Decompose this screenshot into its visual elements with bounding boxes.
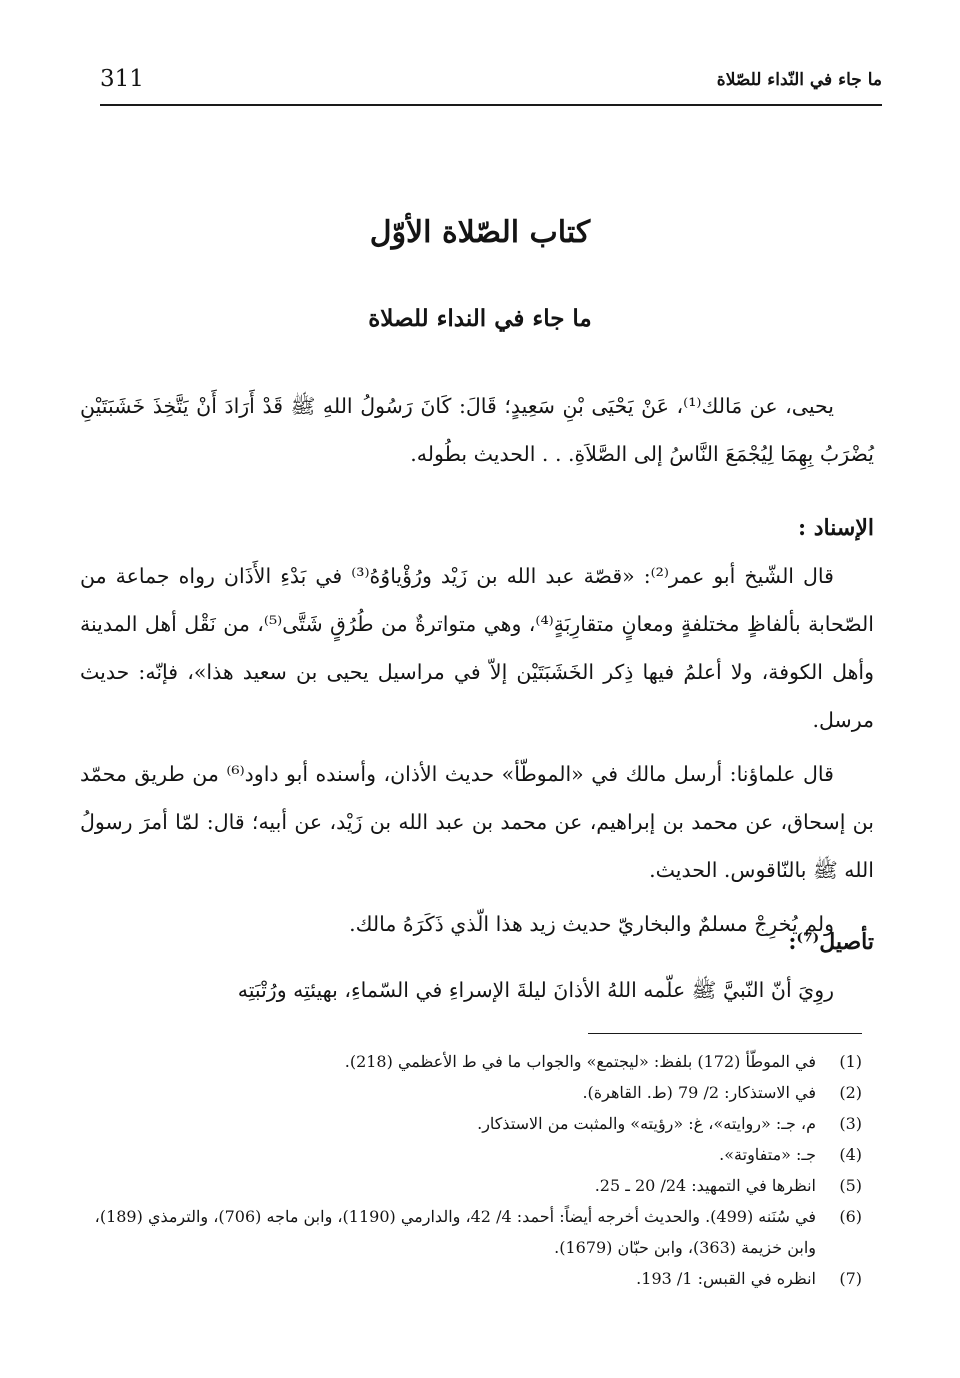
- footnote-number: (4): [839, 1145, 862, 1164]
- hadith-paragraph: يحيى، عن مَالك⁽¹⁾، عَنْ يَحْيَى بْنِ سَعِيدٍ؛ قَالَ: كَانَ رَسُولُ اللهِ ﷺ قَدْ أَرَادَ أَنْ يَتَّخِذَ خَشَبَتَيْنِ يُضْرَبُ بِهِمَا لِيُجْمَعَ النَّاسُ إلى الصَّلاَةِ. . . الحديث بطُوله.: [80, 394, 874, 466]
- footnote-item: [84, 1077, 862, 1108]
- footnote-number: (3): [839, 1114, 862, 1133]
- footnote-text: انظره في القبس: 1/ 193.: [636, 1269, 816, 1288]
- tasil-heading: تأصيل⁽⁷⁾:: [788, 929, 874, 955]
- tasil-section: [80, 918, 874, 1014]
- footnote-item: [84, 1046, 862, 1077]
- footnote-item: [84, 1170, 862, 1201]
- footnote-text: في الموطّأ (172) بلفظ: «ليجتمع» والجواب ما في ط الأعظمي (218).: [344, 1052, 816, 1071]
- footnote-text: انظرها في التمهيد: 24/ 20 ـ 25.: [594, 1176, 816, 1195]
- book-title: كتاب الصّلاة الأوّل: [369, 215, 591, 250]
- footnote-text: في الاستذكار: 2/ 79 (ط. القاهرة).: [582, 1083, 816, 1102]
- isnad-paragraph: قال علماؤنا: أرسل مالك في «الموطّأ» حديث الأذان، وأسنده أبو داود⁽⁶⁾ من طريق محمّد بن إسحاق، عن محمد بن إبراهيم، عن محمد بن عبد الله بن زَيْد، عن أبيه؛ قال: لمّا أمرَ رسولُ الله ﷺ بالنّاقوس. الحديث.: [80, 762, 874, 882]
- header-rule: [100, 104, 882, 106]
- footnote-item: [84, 1201, 862, 1263]
- running-header: [100, 62, 882, 106]
- footnote-item: [84, 1108, 862, 1139]
- isnad-paragraph: قال الشّيخ أبو عمر⁽²⁾: «قصّة عبد الله بن زَيْد ورُؤْياوُهُ⁽³⁾ في بَدْءِ الأَذَان رواه جماعة من الصّحابة بألفاظٍ مختلفةٍ ومعانٍ متقارِبَةٍ⁽⁴⁾، وهي متواترةٌ من طُرُقٍ شَتَّى⁽⁵⁾، من نَقْل أهل المدينة وأهل الكوفة، ولا أعلمُ فيها ذِكر الخَشَبَتَيْن إلاّ في مراسيل يحيى بن سعيد هذا»، فإنّه: حديث مرسل.: [80, 564, 874, 732]
- page-number: 311: [100, 66, 144, 92]
- isnad-heading: الإسناد :: [797, 515, 874, 541]
- footnote-item: [84, 1263, 862, 1294]
- footnote-number: (1): [839, 1052, 862, 1071]
- hadith-text-block: [80, 382, 874, 478]
- footnote-number: (6): [839, 1207, 862, 1226]
- footnote-separator: [588, 1033, 862, 1034]
- chapter-title: ما جاء في النداء للصلاة: [368, 305, 592, 332]
- footnote-item: [84, 1139, 862, 1170]
- isnad-section: [80, 504, 874, 948]
- running-title: ما جاء في النّداء للصّلاة: [716, 70, 882, 90]
- footnote-number: (7): [839, 1269, 862, 1288]
- footnote-number: (2): [839, 1083, 862, 1102]
- tasil-paragraph: روِيَ أنّ النّبيَّ ﷺ علّمه اللهُ الأذانَ ليلةَ الإسراءِ في السّماءِ، بهيئتِه ورُتْبَتِه: [237, 978, 834, 1002]
- footnote-number: (5): [839, 1176, 862, 1195]
- footnote-text: جـ: «متفاوتة».: [719, 1145, 816, 1164]
- isnad-paragraph: ولم يُخرِجْ مسلمٌ والبخاريّ حديث زيد هذا الّذي ذَكَرَهُ مالك.: [349, 912, 834, 936]
- footnotes: [84, 1046, 862, 1294]
- footnote-text: في سُنَنه (499). والحديث أخرجه أيضاً: أحمد: 4/ 42، والدارمي (1190)، وابن ماجه (706)، والترمذي (189)، وابن خزيمة (363)، وابن حبّان (1679).: [94, 1207, 816, 1257]
- footnote-text: م، جـ: «روايته»، غ: «رؤيته» والمثبت من الاستذكار.: [477, 1114, 816, 1133]
